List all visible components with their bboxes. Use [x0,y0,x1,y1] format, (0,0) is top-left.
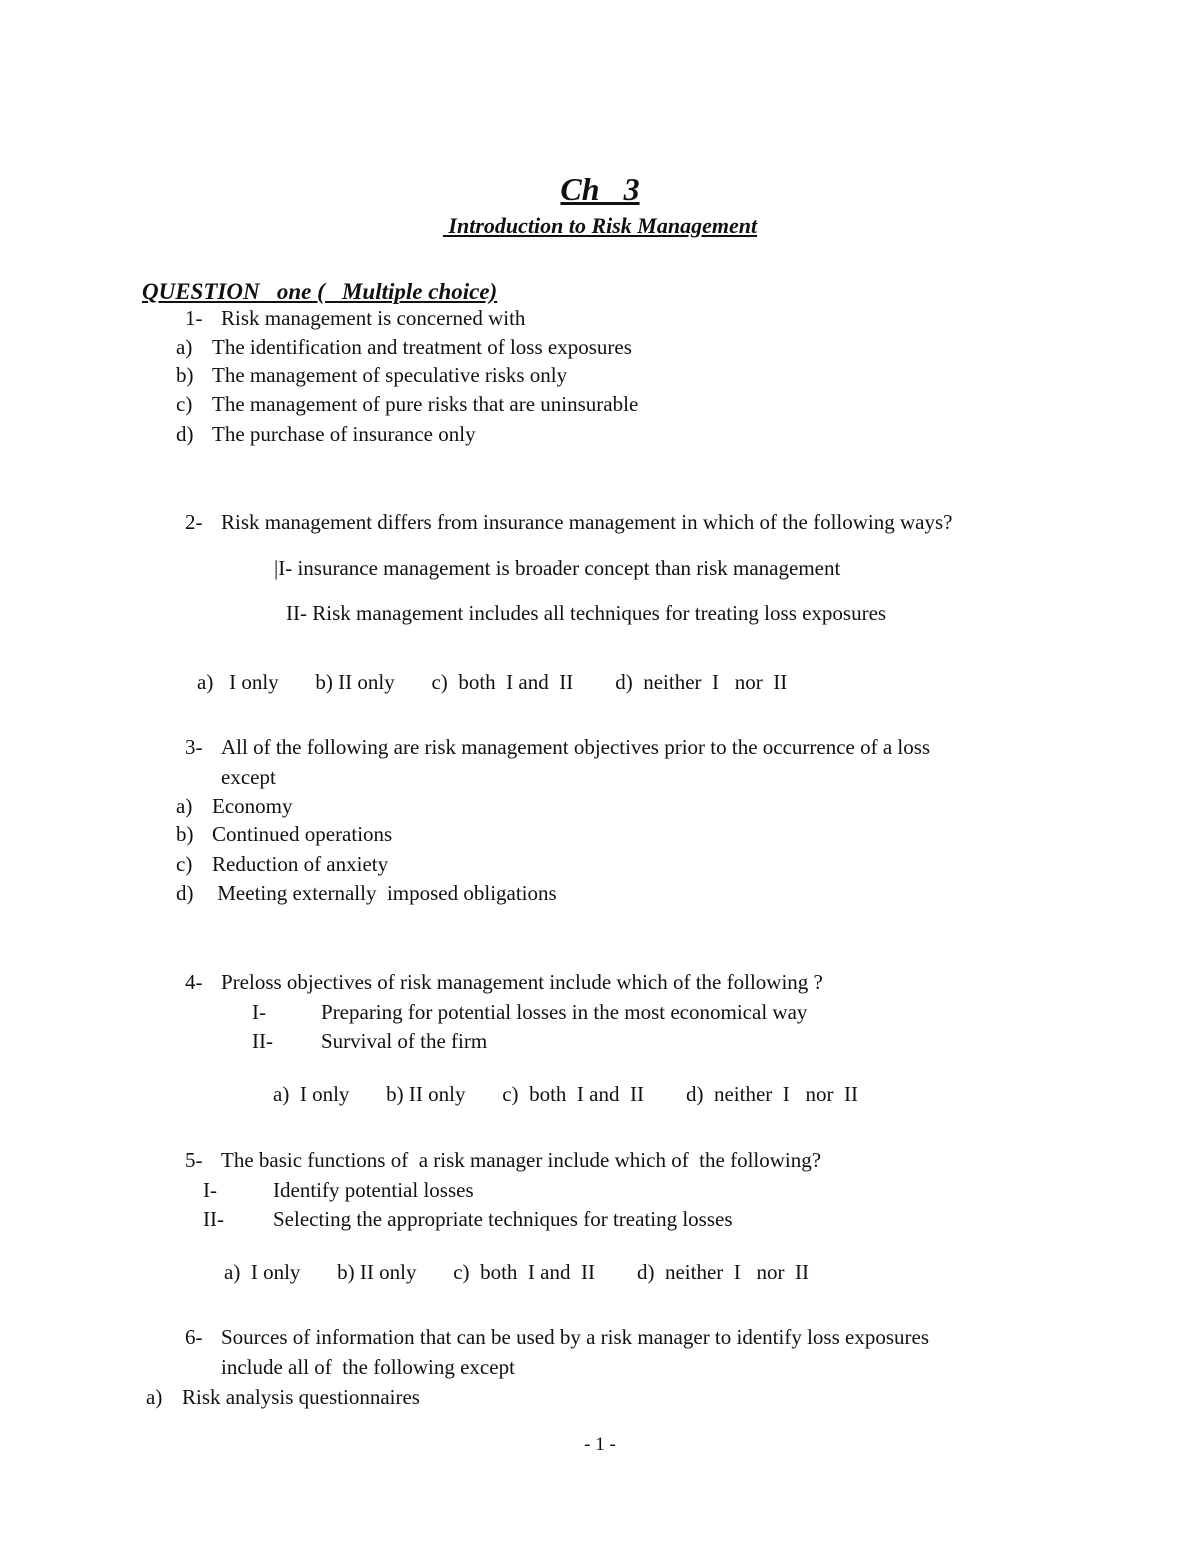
choice-text: Meeting externally imposed obligations [212,881,557,905]
choice-label: c) [502,1082,519,1106]
question-number: 6- [185,1325,203,1349]
statement-text: Selecting the appropriate techniques for treating losses [273,1207,733,1231]
statement-text: Preparing for potential losses in the most economical way [321,1000,808,1024]
choice-label: b) [176,363,194,387]
choice-text: both I and II [458,670,574,694]
statement-2: II- Risk management includes all techniques for treating loss exposures [286,601,887,625]
choice-text: I only [299,1082,350,1106]
choice-text: The purchase of insurance only [212,422,476,446]
question-number: 4- [185,970,203,994]
question-stem-continued: except [221,765,276,789]
question-stem: Risk management differs from insurance management in which of the following ways? [221,510,953,534]
statement-label: II- [203,1207,224,1231]
choices-row [203,1236,809,1308]
document-title: Introduction to Risk Management [442,213,758,238]
choices-row [176,646,787,718]
choice-text: I only [250,1260,301,1284]
choice-label: c) [453,1260,470,1284]
choice-label: a) [146,1385,163,1409]
choice-text: Economy [212,794,293,818]
choice-text: The management of speculative risks only [212,363,568,387]
statement-1: |I- insurance management is broader concept than risk management [274,556,841,580]
choice-label: b) [337,1260,355,1284]
question-stem: All of the following are risk management objectives prior to the occurrence of a loss [221,735,931,759]
choice-label: a) [176,794,193,818]
choice-text: both I and II [480,1260,595,1284]
choice-text: Risk analysis questionnaires [182,1385,420,1409]
choice-label: a) [224,1260,241,1284]
choice-text: I only [229,670,279,694]
statement-text: Survival of the firm [321,1029,488,1053]
choice-label: d) [685,1082,704,1106]
choices-row [252,1058,858,1130]
choice-text: II only [408,1082,466,1106]
statement-label: I- [252,1000,266,1024]
choice-text: II only [359,1260,417,1284]
question-number: 5- [185,1148,203,1172]
choice-label: a) [176,335,193,359]
choice-text: The management of pure risks that are uninsurable [212,392,639,416]
choice-text: neither I nor II [643,670,788,694]
question-stem: Risk management is concerned with [221,306,526,330]
choice-label: d) [176,881,194,905]
question-stem: The basic functions of a risk manager include which of the following? [221,1148,822,1172]
question-stem: Preloss objectives of risk management include which of the following ? [221,970,823,994]
choice-label: c) [176,392,193,416]
choice-label: a) [197,670,214,694]
choice-label: d) [615,670,633,694]
section-heading: QUESTION one ( Multiple choice) [142,279,498,304]
question-stem-continued: include all of the following except [221,1355,515,1379]
question-number: 3- [185,735,203,759]
statement-label: II- [252,1029,273,1053]
choice-text: neither I nor II [664,1260,809,1284]
chapter-heading: Ch 3 [560,171,640,207]
choice-label: c) [431,670,448,694]
choice-text: neither I nor II [713,1082,858,1106]
choice-label: a) [273,1082,290,1106]
page-number: - 1 - [584,1434,616,1455]
choice-label: d) [636,1260,655,1284]
question-number: 1- [185,306,203,330]
choice-text: The identification and treatment of loss exposures [212,335,632,359]
choice-text: Continued operations [212,822,393,846]
choice-text: both I and II [529,1082,644,1106]
statement-text: Identify potential losses [273,1178,474,1202]
choice-text: II only [338,670,395,694]
statement-label: I- [203,1178,217,1202]
choice-label: b) [176,822,194,846]
choice-label: b) [386,1082,404,1106]
choice-label: d) [176,422,194,446]
choice-label: b) [315,670,333,694]
question-number: 2- [185,510,203,534]
choice-label: c) [176,852,193,876]
choice-text: Reduction of anxiety [212,852,389,876]
question-stem: Sources of information that can be used by a risk manager to identify loss exposures [221,1325,929,1349]
